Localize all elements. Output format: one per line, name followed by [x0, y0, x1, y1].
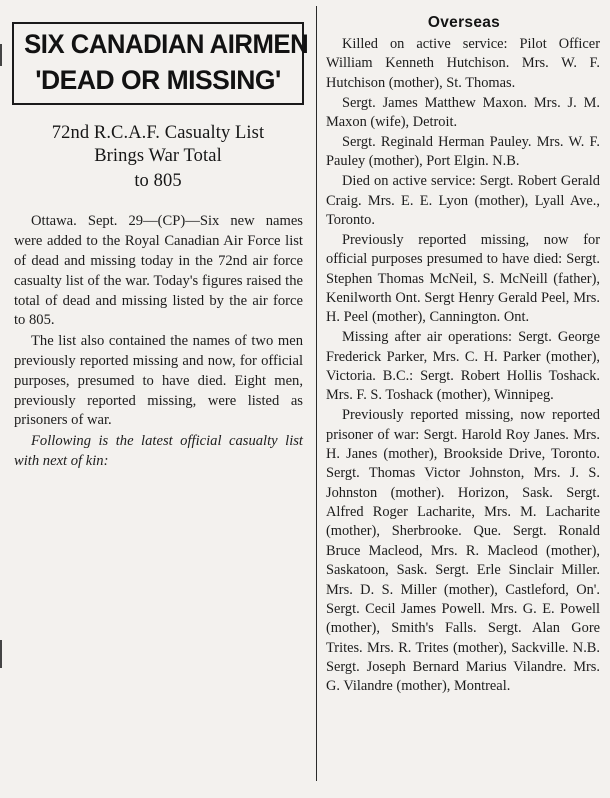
casualty-entry: Killed on active service: Pilot Officer William Kenneth Hutchison. Mrs. W. F. Hutchison (mother), St. Thomas.: [326, 36, 600, 91]
casualty-entry: Previously reported missing, now reported prisoner of war: Sergt. Harold Roy Janes. Mrs. H. Janes (mother), Brookside Drive, Toronto. Sergt. Thomas Victor Johnston, Mrs. J. S. Johnston (mother). Horizon, Sask. Sergt. Alfred Roger Lacharite, Mrs. M. Lacharite (mother), Sherbrooke. Que. Sergt. Ronald Bruce Macleod, Mrs. R. Macleod (mother), Saskatoon, Sask. Sergt. Erle Sinclair Miller. Mrs. D. S. Miller (mother), Castleford, On'. Sergt. Cecil James Powell. Mrs. G. E. Powell (mother), Smith's Falls. Sergt. Alan Gore Trites. Mrs. R. Trites (mother), Sackville. N.B. Sergt. Joseph Bernard Marius Vilandre. Mrs. G. Vilandre (mother), Montreal.: [326, 407, 600, 695]
section-title-overseas: Overseas: [427, 14, 501, 31]
casualty-entry: Sergt. James Matthew Maxon. Mrs. J. M. Maxon (wife), Detroit.: [326, 94, 600, 130]
article-paragraph: Ottawa. Sept. 29—(CP)—Six new names were added to the Royal Canadian Air Force list of dead and missing today in the 72nd air force casualty list of the war. Today's figures raised the total of dead and missing listed by the air force to 805.: [14, 212, 303, 329]
right-column: [326, 6, 602, 794]
subheadline-line-1: 72nd R.C.A.F. Casualty List: [51, 123, 265, 143]
casualty-entry: Previously reported missing, now for official purposes presumed to have died: Sergt. Stephen Thomas McNeil, S. McNeill (father), Kenilworth Ont. Sergt Henry Gerald Peel, Mrs. H. Peel (mother), Cannington. Ont.: [326, 231, 600, 326]
subheadline-line-3: to 805: [134, 170, 182, 191]
headline-line-2: 'DEAD OR MISSING': [35, 64, 281, 95]
casualty-entry: Sergt. Reginald Herman Pauley. Mrs. W. F. Pauley (mother), Port Elgin. N.B.: [326, 133, 600, 170]
scan-artifact-mark-bottom: [0, 640, 2, 668]
overseas-casualty-list: [326, 35, 602, 697]
headline: [20, 29, 309, 95]
article-closing-line: Following is the latest official casualty list with next of kin:: [14, 432, 303, 469]
headline-line-1: SIX CANADIAN AIRMEN: [24, 29, 309, 59]
casualty-entry: Missing after air operations: Sergt. George Frederick Parker, Mrs. C. H. Parker (mother), Victoria. B.C.: Sergt. Robert Hollis Toshack. Mrs. F. S. Toshack (mother), Winnipeg.: [326, 329, 600, 404]
headline-box: [12, 22, 309, 105]
left-column: [10, 6, 316, 794]
subheadline: [16, 122, 300, 193]
subheadline-line-2: Brings War Total: [94, 146, 222, 167]
article-body: [10, 212, 306, 472]
scan-artifact-mark-top: [0, 44, 2, 66]
casualty-entry: Died on active service: Sergt. Robert Gerald Craig. Mrs. E. E. Lyon (mother), Lyall Ave., Toronto.: [326, 173, 600, 228]
column-divider: [316, 6, 317, 781]
article-paragraph: The list also contained the names of two men previously reported missing and now, for official purposes, presumed to have died. Eight men, previously reported missing, were listed as prisoners of war.: [14, 332, 303, 429]
